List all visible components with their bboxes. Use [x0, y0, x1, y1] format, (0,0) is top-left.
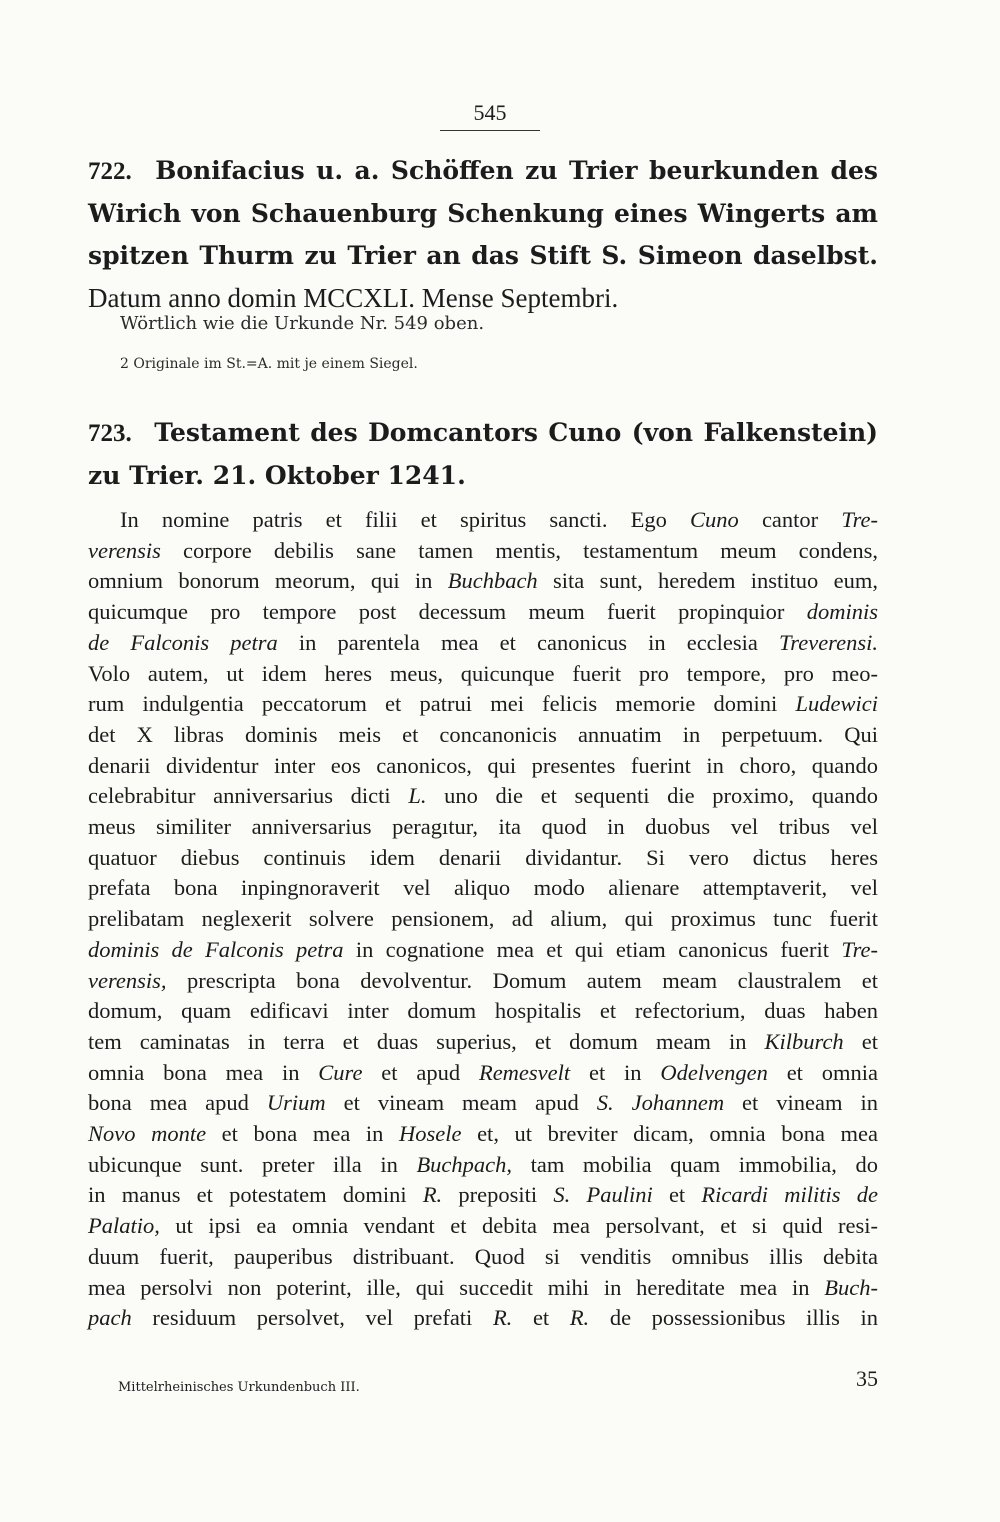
text-segment: et: [652, 1182, 702, 1208]
text-line: [88, 904, 878, 935]
italic-name: dominis: [806, 599, 878, 625]
text-segment: Volo autem, ut idem heres meus, quicunque fuerit pro tempore, pro meo-: [88, 660, 878, 686]
document-body: [88, 505, 878, 1334]
text-segment: meus similiter anniversarius peragıtur, ita quod in duobus vel tribus vel: [88, 814, 878, 840]
italic-name: Odelvengen: [660, 1059, 768, 1085]
italic-name: R.: [422, 1182, 443, 1208]
text-line: [88, 536, 878, 567]
text-line: [88, 781, 878, 812]
italic-name: Palatio,: [88, 1213, 160, 1239]
italic-name: Hosele: [399, 1121, 462, 1147]
text-segment: in cognatione mea et qui etiam canonicus fuerit: [343, 936, 842, 962]
entry-723: [88, 412, 878, 497]
text-segment: quicumque pro tempore post decessum meum fuerit propinquior: [88, 599, 807, 625]
italic-name: verensis: [88, 537, 161, 563]
text-segment: mea persolvi non poterint, ille, qui succedit mihi in hereditate mea in: [88, 1274, 825, 1300]
italic-name: dominis de Falconis petra: [88, 936, 344, 962]
text-line: [88, 873, 878, 904]
page-number-rule: [440, 130, 540, 131]
italic-name: Buch-: [824, 1274, 878, 1300]
text-segment: prefata bona inpingnoraverit vel aliquo modo alienare attemptaverit, vel: [88, 875, 878, 901]
text-segment: tem caminatas in terra et duas superius, et domum meam in: [88, 1028, 765, 1054]
text-segment: cantor: [738, 507, 842, 532]
text-segment: sita sunt, heredem instituo eum,: [537, 568, 878, 594]
italic-name: L.: [408, 783, 427, 809]
text-segment: det X libras dominis meis et concanonicis annuatim in perpetuum. Qui: [88, 721, 878, 747]
text-line: [88, 1242, 878, 1273]
text-line: [88, 597, 878, 628]
entry-heading-text: Bonifacius u. a. Schöffen zu Trier beurkunden des Wirich von Schauenburg Schenkung eines Wingerts am spitzen Thurm zu Trier an das Stift S. Simeon daselbst.: [88, 156, 878, 270]
text-segment: et vineam in: [724, 1090, 878, 1116]
text-segment: de possessionibus illis in: [589, 1305, 878, 1331]
text-segment: bona mea apud: [88, 1090, 267, 1116]
footer-title: Mittelrheinisches Urkundenbuch III.: [118, 1380, 360, 1395]
italic-name: Urium: [266, 1090, 326, 1116]
text-segment: omnium bonorum meorum, qui in: [88, 568, 448, 594]
text-segment: et: [512, 1305, 570, 1331]
italic-name: Ludewici: [795, 691, 878, 717]
text-segment: in parentela mea et canonicus in ecclesia: [277, 629, 780, 655]
text-line: [88, 1150, 878, 1181]
text-segment: et: [843, 1028, 878, 1054]
italic-name: Cuno: [690, 507, 739, 532]
text-segment: domum, quam edificavi inter domum hospitalis et refectorium, duas haben: [88, 998, 878, 1024]
italic-name: S. Paulini: [553, 1182, 653, 1208]
text-line: [88, 843, 878, 874]
text-line: [88, 1027, 878, 1058]
text-segment: celebrabitur anniversarius dicti: [88, 783, 409, 809]
italic-name: Treverensi.: [779, 629, 878, 655]
text-line: [88, 628, 878, 659]
italic-name: Buchpach,: [416, 1151, 513, 1177]
text-line: [88, 1211, 878, 1242]
text-segment: in manus et potestatem domini: [88, 1182, 423, 1208]
text-segment: prescripta bona devolventur. Domum autem meam claustralem et: [166, 967, 878, 993]
text-line: [88, 996, 878, 1027]
entry-number: 722.: [88, 158, 132, 185]
text-segment: et, ut breviter dicam, omnia bona mea: [461, 1121, 878, 1147]
text-segment: ut ipsi ea omnia vendant et debita mea persolvant, et si quid resi-: [159, 1213, 878, 1239]
entry-date: Datum anno domin MCCXLI. Mense Septembri.: [88, 283, 619, 313]
text-segment: residuum persolvet, vel prefati: [131, 1305, 493, 1331]
text-line: [88, 659, 878, 690]
text-segment: et apud: [362, 1059, 479, 1085]
text-line: [88, 751, 878, 782]
entry-number: 723.: [88, 420, 132, 447]
text-segment: et in: [570, 1059, 661, 1085]
text-line: [88, 689, 878, 720]
italic-name: R.: [569, 1305, 590, 1331]
text-line: [88, 1180, 878, 1211]
text-line: [88, 566, 878, 597]
italic-name: Ricardi militis de: [701, 1182, 878, 1208]
text-segment: omnia bona mea in: [88, 1059, 319, 1085]
sheet-number: 35: [856, 1366, 878, 1391]
text-segment: rum indulgentia peccatorum et patrui mei felicis memorie domini: [88, 691, 796, 717]
entry-heading-text: Testament des Domcantors Cuno (von Falkenstein) zu Trier. 21. Oktober 1241.: [88, 418, 878, 490]
italic-name: verensis,: [88, 967, 167, 993]
text-segment: quatuor diebus continuis idem denarii dividantur. Si vero dictus heres: [88, 844, 878, 870]
text-segment: prepositi: [442, 1182, 554, 1208]
text-line: [88, 935, 878, 966]
text-segment: et vineam meam apud: [325, 1090, 597, 1116]
text-segment: duum fuerit, pauperibus distribuant. Quod si venditis omnibus illis debita: [88, 1243, 878, 1269]
italic-name: pach: [88, 1305, 132, 1331]
page-number: 545: [473, 100, 507, 125]
italic-name: Novo monte: [88, 1121, 207, 1147]
text-segment: ubicunque sunt. preter illa in: [88, 1151, 417, 1177]
italic-name: S. Johannem: [596, 1090, 725, 1116]
text-segment: prelibatam neglexerit solvere pensionem, ad alium, qui proximus tunc fuerit: [88, 906, 878, 932]
page-footer: [118, 1366, 878, 1395]
text-line: [88, 966, 878, 997]
text-segment: denarii dividentur inter eos canonicos, qui presentes fuerint in choro, quando: [88, 752, 878, 778]
italic-name: de Falconis petra: [88, 629, 278, 655]
text-line: [88, 1088, 878, 1119]
text-line: [88, 1119, 878, 1150]
entry-heading: [88, 150, 878, 320]
text-segment: et omnia: [767, 1059, 879, 1085]
italic-name: Remesvelt: [478, 1059, 571, 1085]
italic-name: Tre-: [841, 936, 878, 962]
text-line: [88, 1303, 878, 1334]
entry-source-note: 2 Originale im St.=A. mit je einem Siegel.: [120, 356, 418, 372]
text-line: [88, 812, 878, 843]
text-segment: corpore debilis sane tamen mentis, testamentum meum condens,: [160, 537, 878, 563]
text-line: [88, 1273, 878, 1304]
italic-name: Kilburch: [764, 1028, 844, 1054]
text-segment: et bona mea in: [206, 1121, 399, 1147]
italic-name: Tre-: [841, 507, 878, 532]
italic-name: R.: [492, 1305, 513, 1331]
text-segment: uno die et sequenti die proximo, quando: [426, 783, 878, 809]
text-segment: In nomine patris et filii et spiritus sancti. Ego: [120, 507, 691, 532]
text-line: [88, 720, 878, 751]
text-line: [88, 505, 878, 536]
text-segment: tam mobilia quam immobilia, do: [512, 1151, 878, 1177]
entry-722: [88, 150, 878, 320]
text-line: [88, 1058, 878, 1089]
italic-name: Buchbach: [447, 568, 538, 594]
entry-note: Wörtlich wie die Urkunde Nr. 549 oben.: [120, 313, 485, 334]
entry-heading: [88, 412, 878, 497]
italic-name: Cure: [318, 1059, 363, 1085]
